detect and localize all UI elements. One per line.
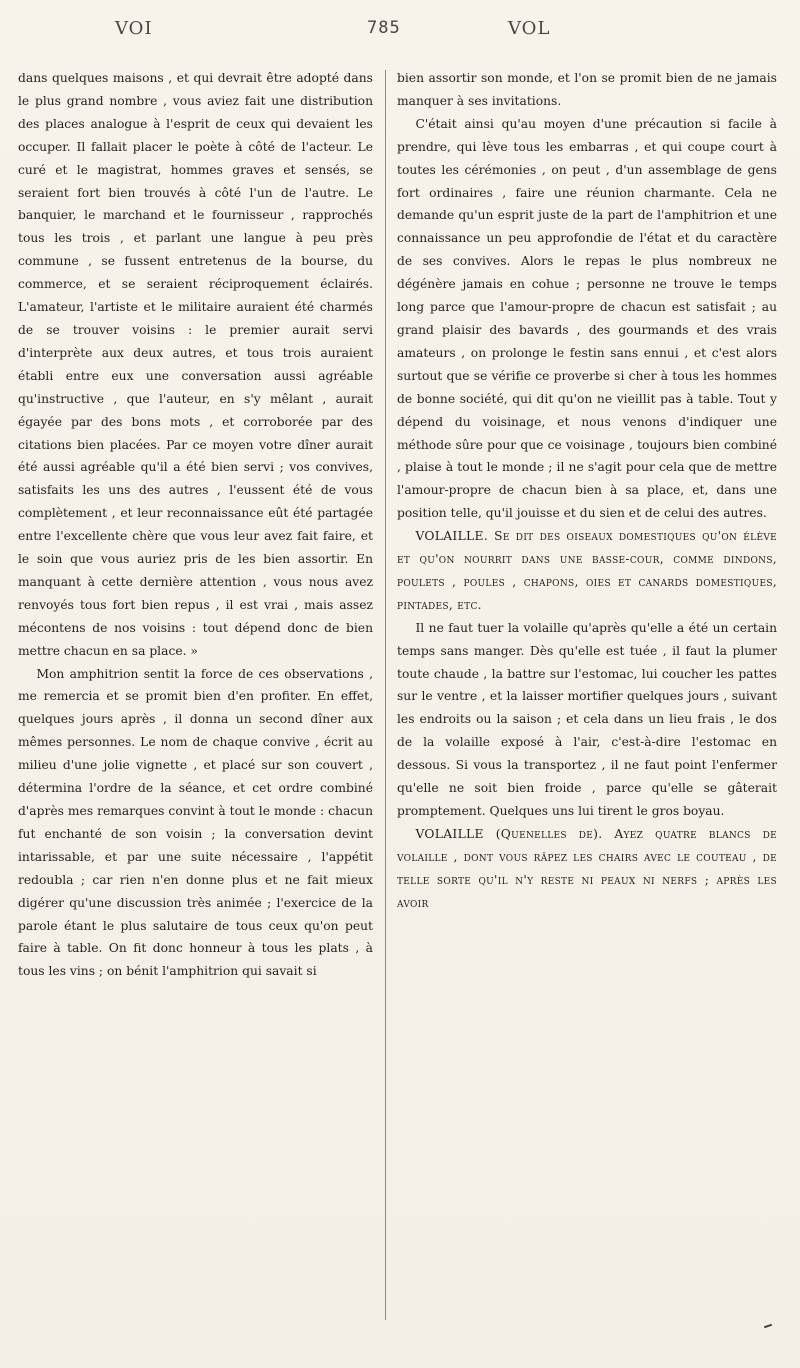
page-number: 785: [367, 18, 401, 38]
volaille-entry: VOLAILLE. Se dit des oiseaux domestiques qu'on élève et qu'on nourrit dans une basse-cour, comme dindons, poulets , poules , chapons, oies et canards domestiques, pintades, etc.: [397, 529, 777, 612]
left-paragraph-1: dans quelques maisons , et qui devrait être adopté dans le plus grand nombre , vous aviez fait une distribution des places analogue à l'esprit de ceux qui devaient les occuper. Il fallait placer le poète à côté de l'acteur. Le curé et le magistrat, hommes graves et sensés, se seraient fort bien trouvés à côté l'un de l'autre. Le banquier, le marchand et le fournisseur , rapprochés tous les trois , et parlant une langue à peu près commune , se fussent entretenus de la bourse, du commerce, et se seraient réciproquement éclairés. L'amateur, l'artiste et le militaire auraient été charmés de se trouver voisins : le premier aurait servi d'interprète aux deux autres, et tous trois auraient établi entre eux une conversation aussi agréable qu'instructive , que l'auteur, en s'y mêlant , aurait égayée par des bons mots , et corroborée par des citations bien placées. Par ce moyen votre dîner aurait été aussi agréable qu'il a été bien servi ; vos convives, satisfaits les uns des autres , l'eussent été de vous complètement , et leur reconnaissance eût été partagée entre l'excellente chère que vous leur avez fait faire, et le soin que vous auriez pris de les bien assortir. En manquant à cette dernière attention , vous nous avez renvoyés tous fort bien repus , il est vrai , mais assez mécontens de nos voisins : tout dépend donc de bien mettre chacun en sa place. »: [18, 71, 373, 658]
volaille-paragraph: Il ne faut tuer la volaille qu'après qu'elle a été un certain temps sans manger. Dès qu'elle est tuée , il faut la plumer toute chaude , la battre sur l'estomac, lui coucher les pattes sur le ventre , et la laisser mortifier quelques jours , suivant les endroits ou la saison ; et cela dans un lieu frais , le dos de la volaille exposé à l'air, c'est-à-dire l'estomac en dessous. Si vous la transportez , il ne faut point l'enfermer qu'elle ne soit bien froide , parce qu'elle se gâterait promptement. Quelques uns lui tirent le gros boyau.: [397, 620, 777, 818]
ink-mark: [764, 1324, 772, 1329]
page-header: [0, 8, 800, 42]
quenelles-entry: VOLAILLE (Quenelles de). Ayez quatre blancs de volaille , dont vous râpez les chairs avec le couteau , de telle sorte qu'il n'y reste ni peaux ni nerfs ; après les avoir: [397, 826, 777, 910]
right-paragraph-2: C'était ainsi qu'au moyen d'une précaution si facile à prendre, qui lève tous les embarras , et qui coupe court à toutes les cérémonies , on peut , d'un assemblage de gens fort ordinaires , faire une réunion charmante. Cela ne demande qu'un esprit juste de la part de l'amphitrion et une connaissance un peu approfondie de l'état et du caractère de ses convives. Alors le repas le plus nombreux ne dégénère jamais en cohue ; personne ne trouve le temps long parce que l'amour-propre de chacun est satisfait ; au grand plaisir des bavards , des gourmands et des vrais amateurs , on prolonge le festin sans ennui , et c'est alors surtout que se vérifie ce proverbe si cher à tous les hommes de bonne société, qui dit qu'on ne vieillit pas à table. Tout y dépend du voisinage, et nous venons d'indiquer une méthode sûre pour que ce voisinage , toujours bien combiné , plaise à tout le monde ; il ne s'agit pour cela que de mettre l'amour-propre de chacun bien à sa place, et, dans une position telle, qu'il jouisse et du sien et de celui des autres.: [397, 116, 777, 521]
right-running-head: VOL: [508, 18, 551, 39]
right-column: [397, 67, 777, 915]
left-running-head: VOI: [115, 18, 153, 39]
right-paragraph-1: bien assortir son monde, et l'on se promit bien de ne jamais manquer à ses invitations.: [397, 71, 777, 108]
column-divider: [385, 70, 386, 1320]
left-column: [18, 67, 373, 983]
left-paragraph-2: Mon amphitrion sentit la force de ces observations , me remercia et se promit bien d'en profiter. En effet, quelques jours après , il donna un second dîner aux mêmes personnes. Le nom de chaque convive , écrit au milieu d'une jolie vignette , et placé sur son couvert , détermina l'ordre de la séance, et cet ordre combiné d'après mes remarques convint à tout le monde : chacun fut enchanté de son voisin ; la conversation devint intarissable, et par une suite nécessaire , l'appétit redoubla ; car rien n'en donne plus et ne fait mieux digérer qu'une discussion très animée ; l'exercice de la parole étant le plus salutaire de tous ceux qu'on peut faire à table. On fit donc honneur à tous les plats , à tous les vins ; on bénit l'amphitrion qui savait si: [18, 666, 373, 979]
